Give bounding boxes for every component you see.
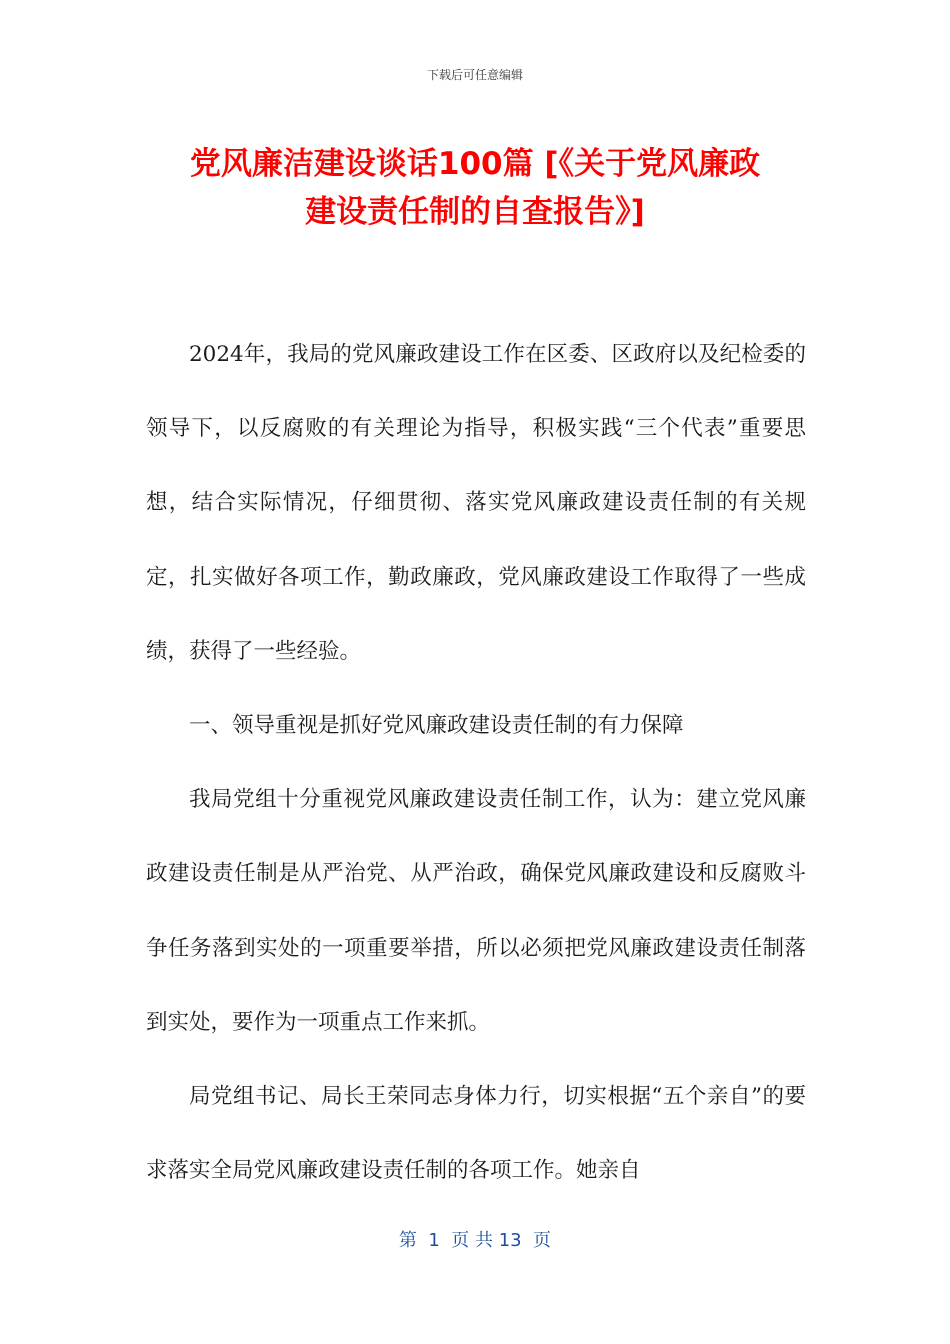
paragraph-intro: 2024年，我局的党风廉政建设工作在区委、区政府以及纪检委的领导下，以反腐败的有关理论为指导，积极实践“三个代表”重要思想，结合实际情况，仔细贯彻、落实党风廉政建设责任制的有关规定，扎实做好各项工作，勤政廉政，党风廉政建设工作取得了一些成绩，获得了一些经验。 bbox=[146, 342, 806, 664]
section-heading-1: 一、领导重视是抓好党风廉政建设责任制的有力保障 bbox=[189, 713, 684, 739]
title-line-2: 建设责任制的自查报告》] bbox=[305, 194, 645, 230]
document-title bbox=[140, 140, 810, 236]
paragraph-secretary: 局党组书记、局长王荣同志身体力行，切实根据“五个亲自”的要求落实全局党风廉政建设责任制的各项工作。她亲自 bbox=[146, 1084, 806, 1184]
paragraph-leadership: 我局党组十分重视党风廉政建设责任制工作，认为：建立党风廉政建设责任制是从严治党、从严治政，确保党风廉政建设和反腐败斗争任务落到实处的一项重要举措，所以必须把党风廉政建设责任制落到实处，要作为一项重点工作来抓。 bbox=[146, 787, 806, 1035]
header-note: 下载后可任意编辑 bbox=[426, 68, 523, 82]
document-body bbox=[146, 318, 806, 1208]
title-line-1: 党风廉洁建设谈话100篇 [《关于党风廉政 bbox=[189, 146, 761, 182]
page-number-footer: 第 1 页 共 13 页 bbox=[398, 1230, 552, 1251]
